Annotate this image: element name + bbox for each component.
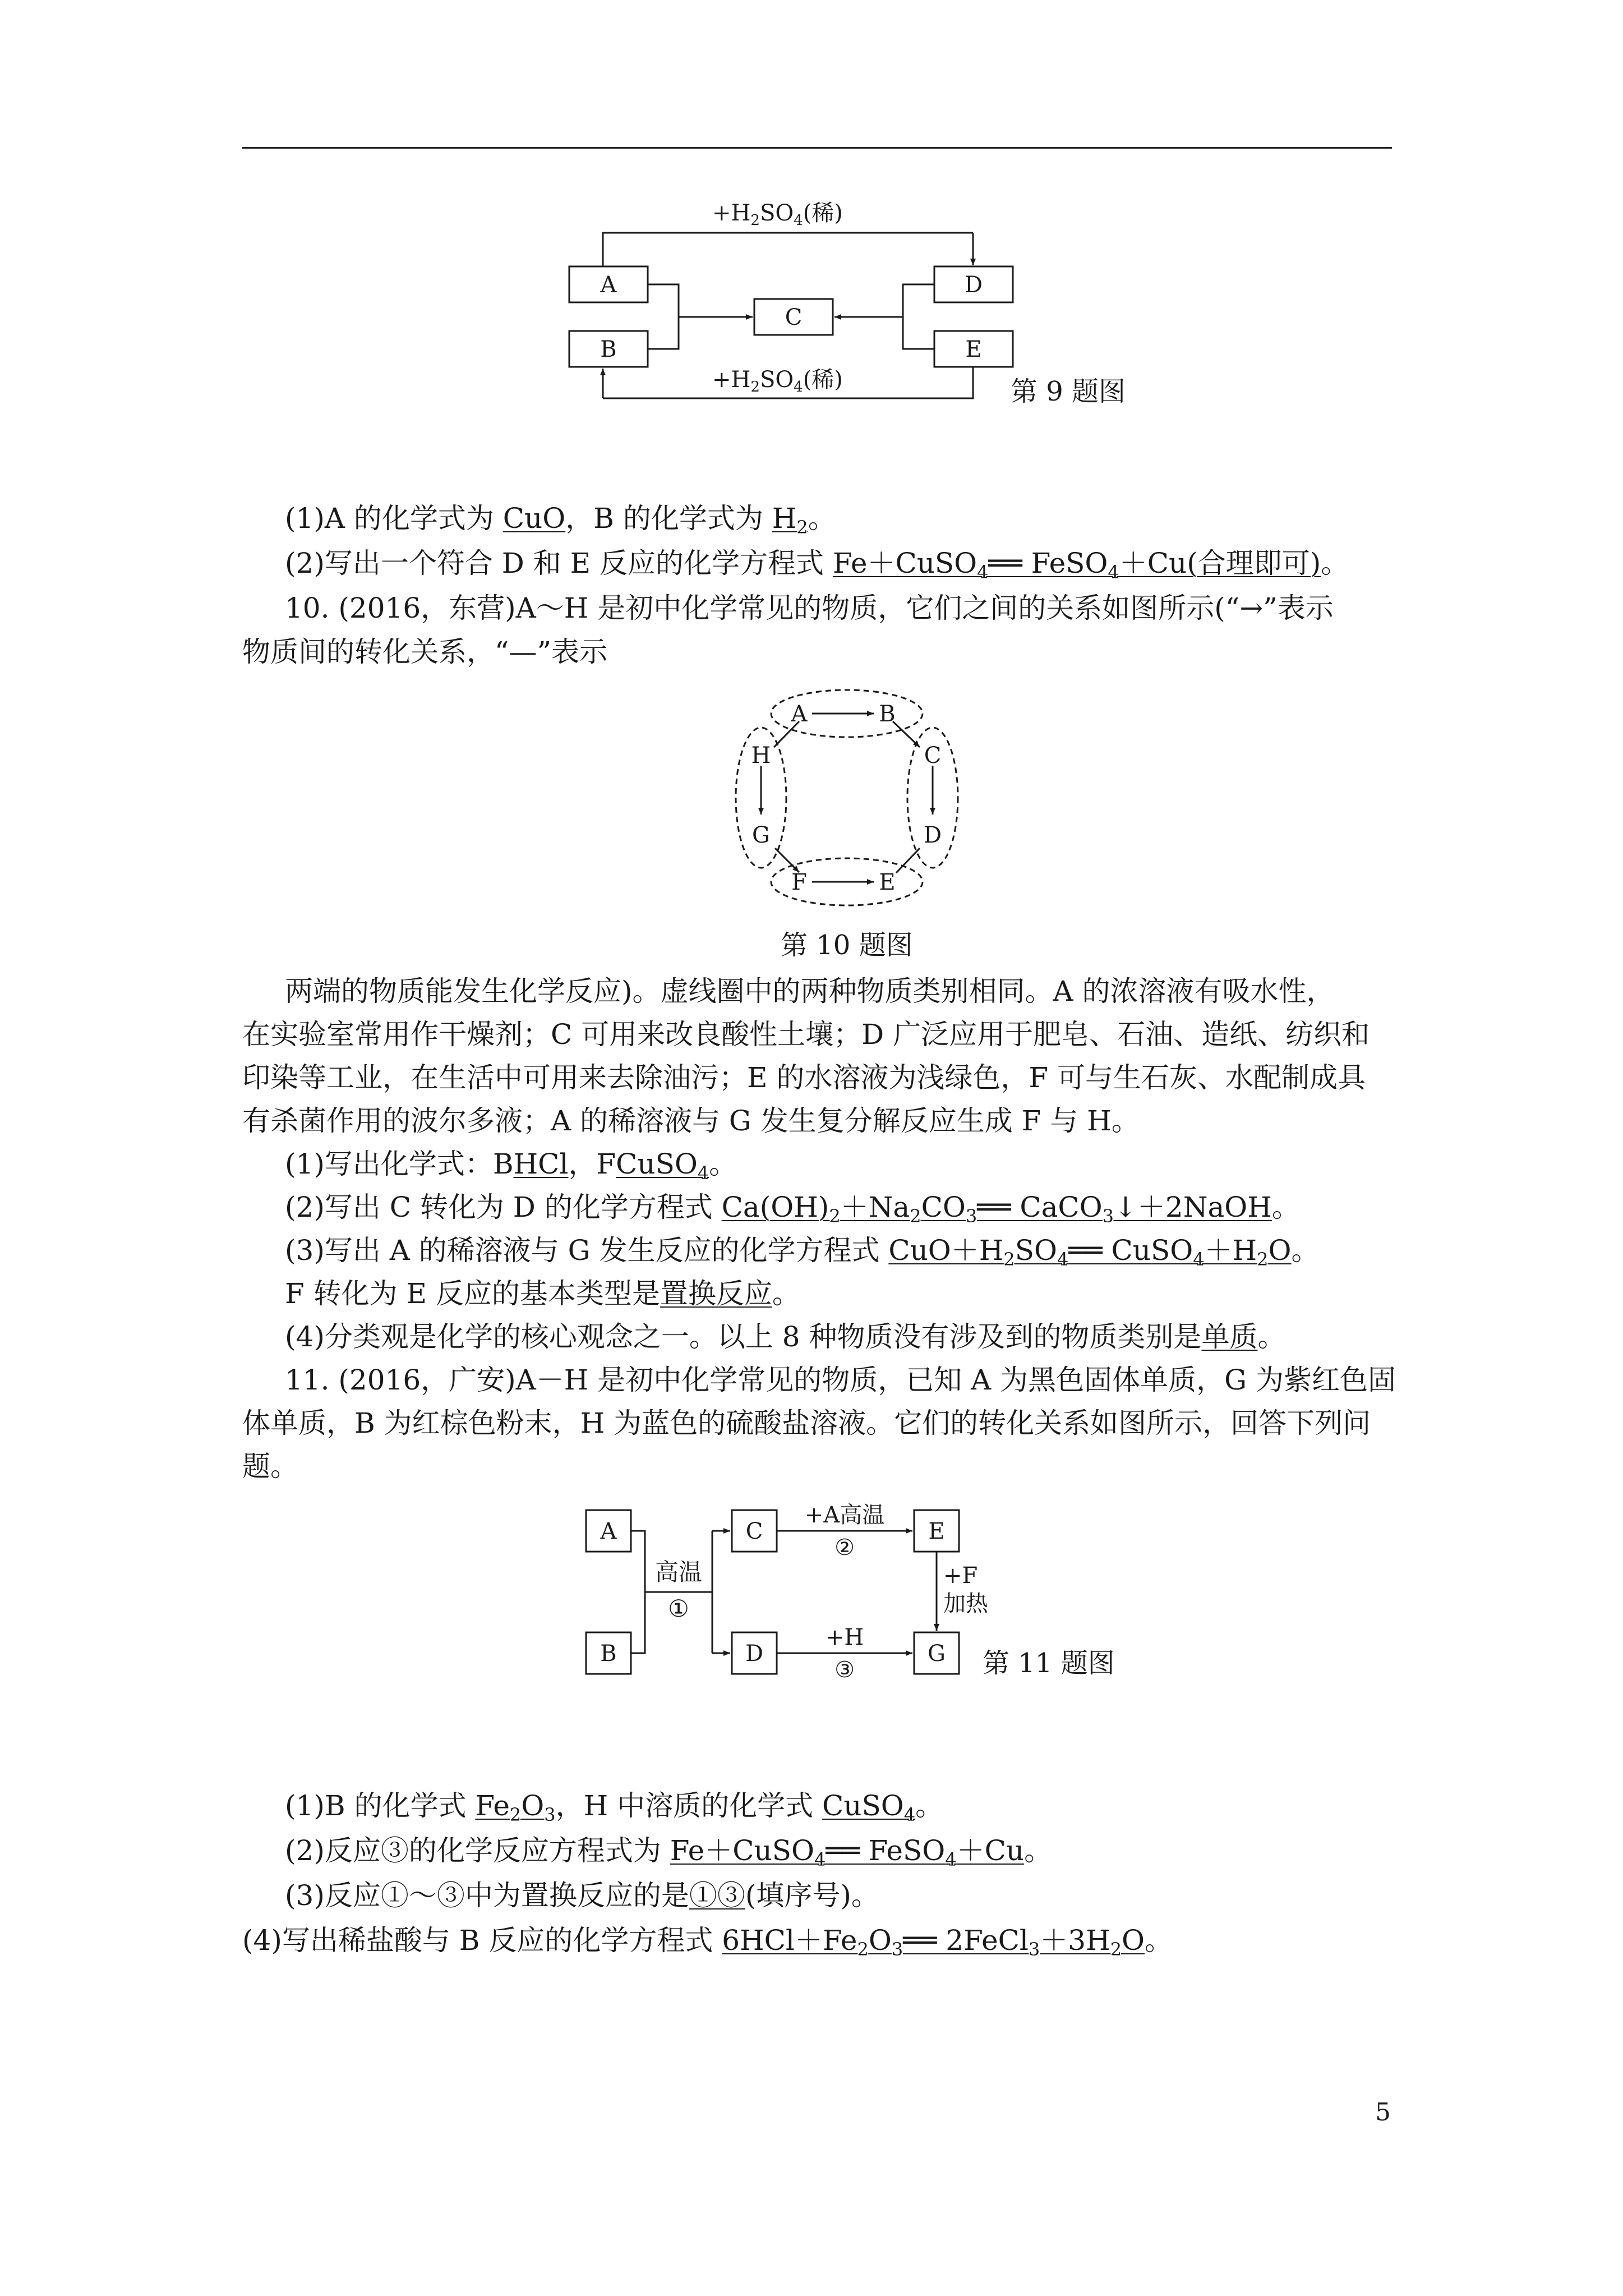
page-number: 5 [1375,2098,1391,2127]
fig11-num-2: ② [834,1535,855,1561]
fig11-num-3: ③ [834,1657,855,1683]
q11-answer-4: (4)写出稀盐酸与 B 反应的化学方程式 $6HCl+Fe_2O_3══$ $2FeCl_3+3H_2O$。 [242,1924,1173,1960]
fig9-top-reagent: $+H_2SO_4$(稀) [712,200,843,229]
q10-para-3: 印染等工业，在生活中可用来去除油污；E 的水溶液为浅绿色，F 可与生石灰、水配制成具 [242,1061,1366,1094]
figure-11-diagram [578,1499,1004,1684]
q10-stem-line-2: 物质间的转化关系，“—”表示 [242,636,608,668]
fig9-label-b: B [600,337,617,362]
fig9-label-a: A [600,272,617,298]
figure-9-diagram [555,188,1049,407]
q11-answer-2: (2)反应③的化学反应方程式为 Fe＋CuSO$_4$══ FeSO$_4$＋Cu。 [285,1834,1053,1870]
q11-stem-line-3: 题。 [242,1450,298,1483]
q9-answer-a: CuO [502,502,566,535]
fig9-label-c: C [785,305,803,330]
fig10-label-b: B [879,701,896,727]
q10-stem-line-1: 10. (2016，东营)A～H 是初中化学常见的物质，它们之间的关系如图所示(“→”表示 [285,592,1334,624]
q11-stem-line-2: 体单质，B 为红棕色粉末，H 为蓝色的硫酸盐溶液。它们的转化关系如图所示，回答下列问 [242,1407,1371,1439]
fig11-cond-2: +A高温 [804,1502,885,1528]
fig11-label-b: B [600,1641,617,1667]
q10-para-2: 在实验室常用作干燥剂；C 可用来改良酸性土壤；D 广泛应用于肥皂、石油、造纸、纺织和 [242,1018,1370,1051]
q9-answer-b: $H_2$ [772,502,808,538]
fig9-label-d: D [964,272,983,298]
fig11-cond-4b: 加热 [943,1591,988,1617]
fig11-label-c: C [745,1519,763,1544]
q10-answer-4: (4)分类观是化学的核心观念之一。以上 8 种物质没有涉及到的物质类别是单质。 [285,1320,1286,1353]
q10-answer-3b: F 转化为 E 反应的基本类型是置换反应。 [285,1277,800,1310]
fig9-bottom-reagent: $+H_2SO_4$(稀) [712,367,843,395]
q9-line-1: (1)A 的化学式为 CuO，B 的化学式为 $H_2$。 [285,502,836,538]
q10-para-1: 两端的物质能发生化学反应)。虚线圈中的两种物质类别相同。A 的浓溶液有吸水性， [285,975,1335,1007]
fig9-label-e: E [965,337,982,362]
fig10-label-d: D [923,822,942,848]
fig11-label-d: D [745,1641,764,1667]
q9-line-2: (2)写出一个符合 D 和 E 反应的化学方程式 Fe＋CuSO$_4$══ FeSO$_4$＋Cu(合理即可)。 [285,547,1349,583]
header-rule [242,147,1392,149]
fig10-label-h: H [751,743,771,769]
fig11-cond-4a: +F [943,1563,978,1589]
q10-answer-2: (2)写出 C 转化为 D 的化学方程式 $Ca(OH)_2+Na_2CO_3══$ CaCO$_3$↓＋2NaOH。 [285,1191,1300,1227]
fig10-label-e: E [879,869,896,895]
fig11-label-a: A [600,1519,617,1544]
q10-answer-1: (1)写出化学式：BHCl，FCuSO$_4$。 [285,1148,737,1184]
q11-stem-line-1: 11. (2016，广安)A－H 是初中化学常见的物质，已知 A 为黑色固体单质，G 为紫红色固 [285,1364,1396,1396]
q10-para-4: 有杀菌作用的波尔多液；A 的稀溶液与 G 发生复分解反应生成 F 与 H。 [242,1105,1140,1137]
fig10-label-g: G [752,822,770,848]
fig10-label-c: C [924,743,942,769]
fig11-cond-3: +H [825,1625,864,1650]
figure-10-diagram [723,684,970,914]
fig10-label-a: A [791,701,808,727]
fig10-label-f: F [791,869,807,895]
fig11-num-1: ① [668,1595,689,1622]
figure-10-caption: 第 10 题图 [781,930,913,961]
q11-answer-1: (1)B 的化学式 $Fe_2O_3$，H 中溶质的化学式 CuSO$_4$。 [285,1789,944,1825]
q9-equation: Fe＋CuSO$_4$══ FeSO$_4$＋Cu(合理即可) [832,547,1321,583]
q11-answer-3: (3)反应①～③中为置换反应的是①③(填序号)。 [285,1879,879,1912]
figure-9-caption: 第 9 题图 [1011,376,1126,407]
q10-answer-3: (3)写出 A 的稀溶液与 G 发生反应的化学方程式 $CuO+H_2SO_4══$ $CuSO_4+H_2O$。 [285,1234,1320,1270]
fig11-label-g: G [928,1641,946,1667]
fig11-label-e: E [928,1519,945,1544]
figure-11-caption: 第 11 题图 [983,1648,1115,1679]
fig11-cond-1: 高温 [654,1558,703,1586]
